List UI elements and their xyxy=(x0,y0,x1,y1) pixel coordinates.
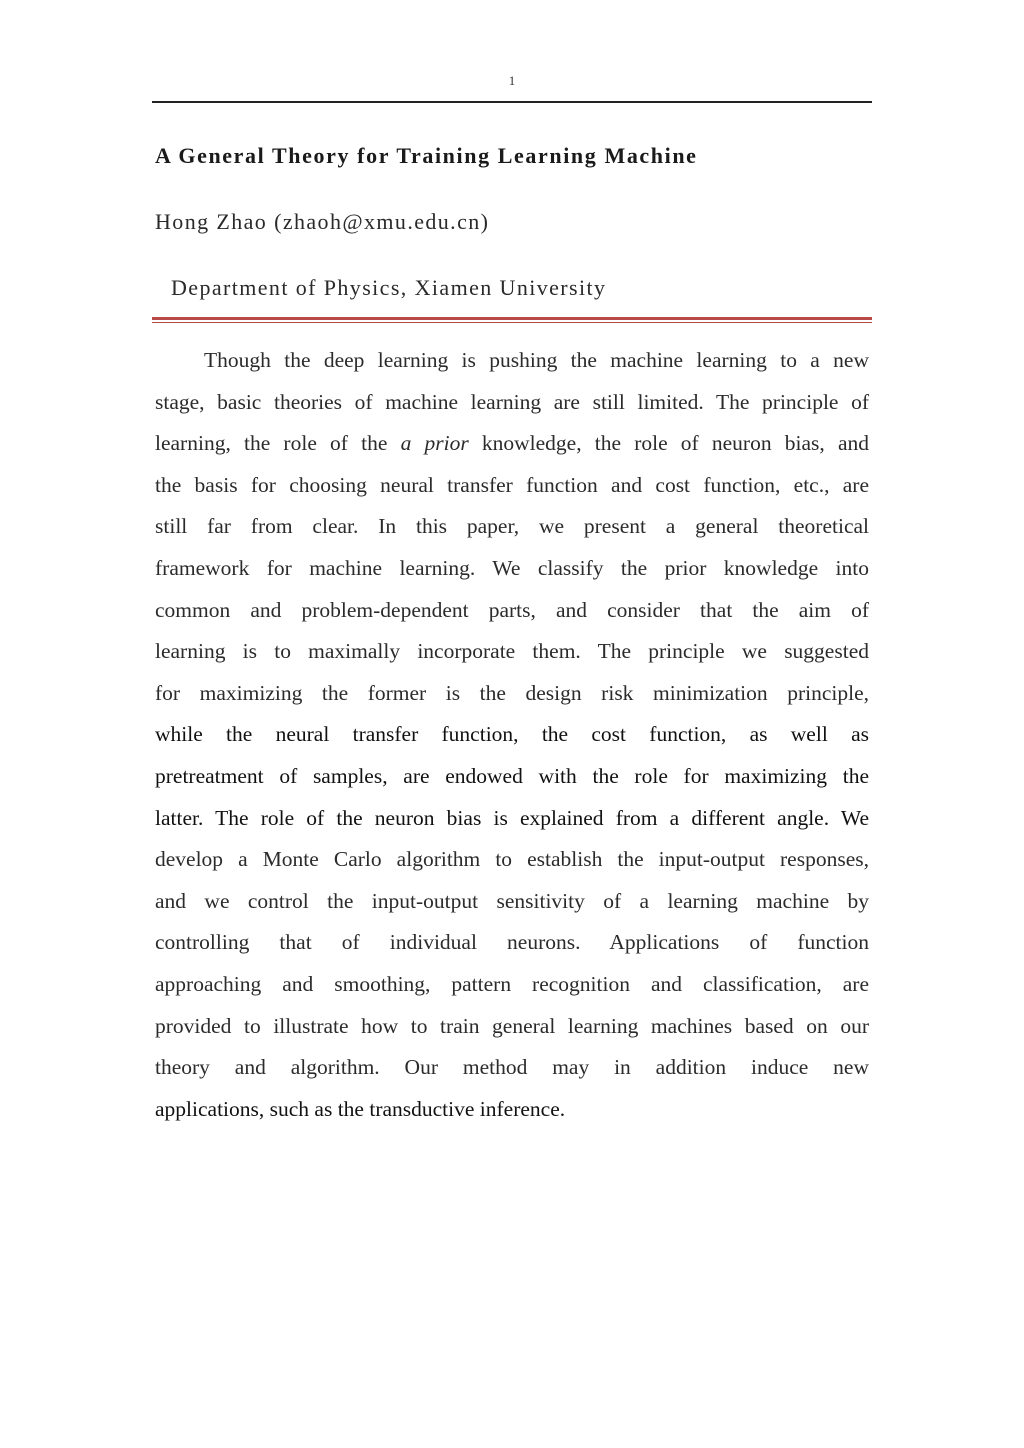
abstract-line: applications, such as the transductive inference. xyxy=(155,1096,566,1121)
abstract-line: stage, basic theories of machine learning are still limited. The principle of xyxy=(155,389,869,414)
author-line: Hong Zhao (zhaoh@xmu.edu.cn) xyxy=(155,209,490,234)
abstract-line: still far from clear. In this paper, we present a general theoretical xyxy=(155,514,869,539)
double-rule-divider xyxy=(152,317,872,323)
abstract-line: while the neural transfer function, the cost function, as well as xyxy=(155,722,869,747)
abstract-line: controlling that of individual neurons. Applications of function xyxy=(155,930,869,955)
abstract-line: theory and algorithm. Our method may in addition induce new xyxy=(155,1055,869,1080)
abstract-line: and we control the input-output sensitivity of a learning machine by xyxy=(155,888,869,913)
abstract-line: learning is to maximally incorporate them. The principle we suggested xyxy=(155,639,869,664)
abstract-line: approaching and smoothing, pattern recognition and classification, are xyxy=(155,971,869,996)
page-number: 1 xyxy=(508,73,516,88)
abstract-line: framework for machine learning. We classify the prior knowledge into xyxy=(155,555,869,580)
abstract-line: develop a Monte Carlo algorithm to establish the input-output responses, xyxy=(155,847,869,872)
abstract-line-part: learning, the role of the xyxy=(155,431,401,456)
italic-term: a prior xyxy=(400,431,469,456)
abstract-line: provided to illustrate how to train general learning machines based on our xyxy=(155,1013,869,1038)
abstract-line: Though the deep learning is pushing the machine learning to a new xyxy=(204,348,869,372)
abstract-line: common and problem-dependent parts, and consider that the aim of xyxy=(155,597,869,622)
paper-title: A General Theory for Training Learning Machine xyxy=(155,143,698,168)
abstract-line: latter. The role of the neuron bias is explained from a different angle. We xyxy=(155,805,869,830)
affiliation-line: Department of Physics, Xiamen University xyxy=(171,275,607,300)
abstract xyxy=(155,340,869,1130)
abstract-line: the basis for choosing neural transfer function and cost function, etc., are xyxy=(155,472,869,497)
abstract-line: pretreatment of samples, are endowed with the role for maximizing the xyxy=(155,763,869,788)
abstract-line: for maximizing the former is the design risk minimization principle, xyxy=(155,680,869,705)
header-rule xyxy=(152,101,872,103)
abstract-line xyxy=(155,423,869,465)
abstract-line-part: knowledge, the role of neuron bias, and xyxy=(468,431,869,456)
